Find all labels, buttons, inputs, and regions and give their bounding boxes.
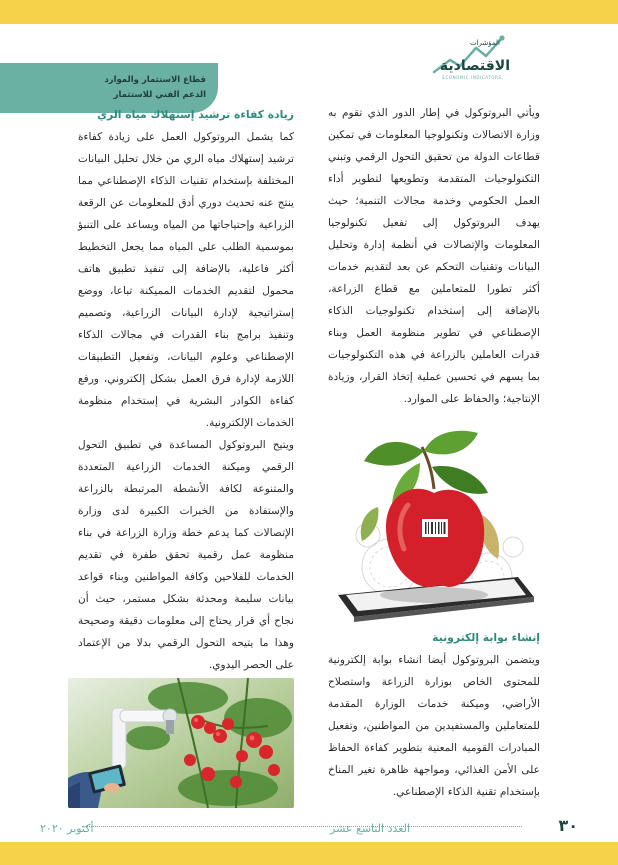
digital-transformation-paragraph: ويتيح البروتوكول المساعدة في تطبيق التحول الرقمي وميكنة الخدمات الزراعية المتعددة والمتنوعة لكافة الأنشطة المرتبطة بالزراعة والإستفادة من الخبرات الكبيرة لدى وزارة الإتصالات كما يدعم خطة وزارة الزراعة في بناء منظومة عمل رقمية تحقق طفرة في تقديم الخدمات للفلاحين وكافة المواطنين وبناء قواعد بيانات سليمة ومحدثة بشكل مستمر، حيث أن نجاح أي قرار يحتاج إلى معلومات دقيقة وصحيحة وهذا ما يتيحه التحول الرقمي بدلا من الإعتماد على الحصر اليدوي. — [78, 439, 294, 671]
header — [0, 30, 618, 100]
logo-main-text: الاقتصادية — [439, 58, 510, 74]
page-number: ٣٠ — [558, 816, 578, 835]
sector-line-1: قطاع الاستثمار والموارد — [104, 75, 206, 85]
barcode-icon — [422, 519, 448, 537]
left-column — [78, 104, 294, 676]
section-heading-irrigation: زيادة كفاءة ترشيد إستهلاك مياه الري — [97, 108, 294, 121]
issue-date: أكتوبر ٢٠٢٠ — [40, 822, 94, 835]
logo-sub-text: ECONOMIC INDICATORS — [442, 75, 502, 80]
right-column-intro — [328, 102, 540, 410]
right-column-section — [328, 627, 540, 803]
portal-paragraph: ويتضمن البروتوكول أيضا انشاء بوابة إلكترونية للمحتوى الخاص بوزارة الزراعة واستصلاح الأراضي، وميكنة خدمات الوزارة المقدمة للمتعاملين والمستفيدين من المواطنين، وتفعيل المبادرات القومية المعنية بتطوير كفاءة الحفاظ على الأمن الغذائي، ومواجهة ظاهرة تغير المناخ بإستخدام تقنية الذكاء الإصطناعي. — [328, 654, 540, 798]
tomato-plant-photo — [68, 678, 294, 808]
issue-label: العدد التاسع عشر — [330, 822, 410, 835]
sector-line-2: الدعم الفني للاستثمار — [113, 90, 206, 100]
bottom-yellow-bar — [0, 842, 618, 865]
apple-on-smartphone-illustration — [328, 427, 540, 625]
publication-logo — [430, 30, 514, 82]
section-heading-portal: إنشاء بوابة إلكترونية — [432, 631, 540, 644]
irrigation-paragraph: كما يشمل البروتوكول العمل على زيادة كفاءة ترشيد إستهلاك مياه الري من خلال تحليل البيانات المختلفة بإستخدام تقنيات الذكاء الإصطناعي مما ينتج عنه تحديث دوري أدق للمعلومات عن الرقعة الزراعية وإحتياجاتها من المياه ويساعد على التنبؤ بموسمية الطلب على المياه مما يجعل التخطيط أكثر فاعلية، بالإضافة إلى تنفيذ تطبيق هاتف محمول لتقديم الخدمات المميكنة تباعا، ووضع إستراتيجية لإدارة البيانات الزراعية، وتصميم وتنفيذ برامج بناء القدرات في مجالات الذكاء الإصطناعي وعلوم البيانات، وتفعيل التطبيقات اللازمة لإدارة فرق العمل بشكل إلكتروني، ورفع كفاءة الكوادر البشرية في إستخدام منظومة الخدمات الإلكترونية. — [78, 131, 294, 429]
top-yellow-bar — [0, 0, 618, 24]
logo-top-text: المؤشرات — [469, 39, 500, 47]
intro-paragraph: ويأتي البروتوكول في إطار الدور الذي تقوم به وزارة الاتصالات وتكنولوجيا المعلومات في تمكين قطاعات الدولة من تحقيق التحول الرقمي وتبني التكنولوجيات المتقدمة وتطويعها لتطوير أداء العمل الحكومي وخدمة مجالات التنمية؛ حيث يهدف البروتوكول إلى تفعيل تكنولوجيا المعلومات والإتصالات في أنظمة إدارة وتحليل البيانات وتقنيات التحكم عن بعد لتقديم خدمات أكثر تطورا للمتعاملين مع قطاع الزراعة، بالإضافة إلى إستخدام تكنولوجيات الذكاء الإصطناعي في تطوير منظومة العمل وبناء قدرات العاملين بالزراعة في هذه التكنولوجيات بما يسهم في تحسين عملية إتخاذ القرار، وزيادة الإنتاجية؛ والحفاظ على الموارد. — [328, 107, 540, 405]
